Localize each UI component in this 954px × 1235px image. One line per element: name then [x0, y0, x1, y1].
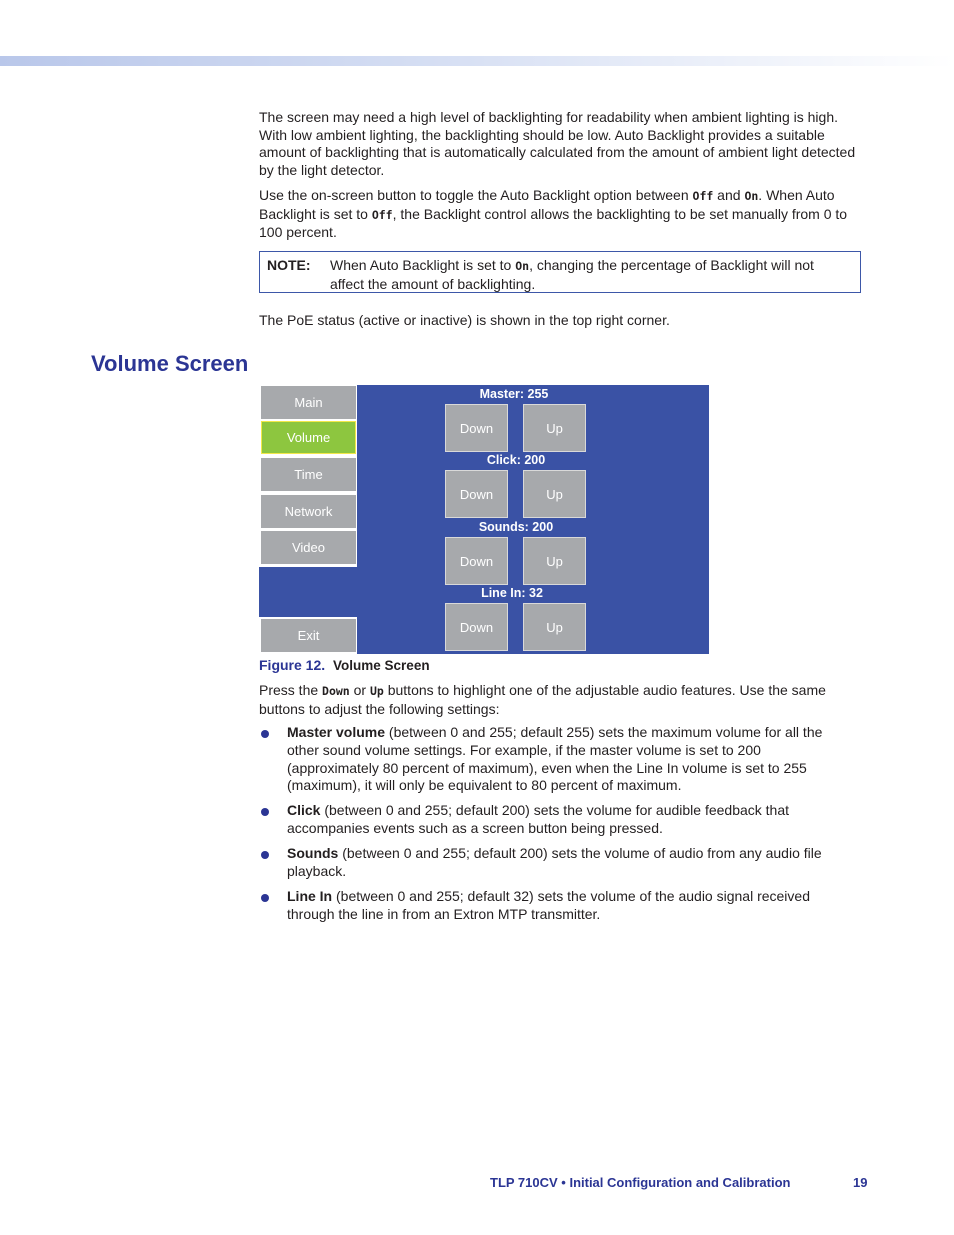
- bullet-dot-icon: [261, 894, 269, 902]
- code-off: Off: [371, 207, 393, 222]
- nav-button-time[interactable]: Time: [261, 458, 356, 491]
- bullet-dot-icon: [261, 851, 269, 859]
- line-in-label: Line In: 32: [481, 586, 543, 600]
- line-in-up-button[interactable]: Up: [523, 603, 586, 651]
- intro-paragraph-2: Use the on-screen button to toggle the Auto Backlight option between Off and On. When Auto Backlight is set to Off, the Backlight control allows the backlighting to be set manually from 0 to 100 percent.: [259, 187, 848, 241]
- note-label: NOTE:: [267, 257, 311, 273]
- click-down-button[interactable]: Down: [445, 470, 508, 518]
- master-down-button[interactable]: Down: [445, 404, 508, 452]
- master-label: Master: 255: [479, 387, 549, 401]
- code-down: Down: [322, 684, 350, 698]
- code-off: Off: [692, 189, 714, 203]
- page-number: 19: [853, 1175, 868, 1190]
- figure-number: Figure 12.: [259, 657, 326, 673]
- press-paragraph: Press the Down or Up buttons to highlight one of the adjustable audio features. Use the same buttons to adjust the following settings:: [259, 682, 826, 717]
- note-box: [259, 251, 861, 293]
- nav-button-volume[interactable]: Volume: [261, 421, 356, 454]
- footer-title: TLP 710CV • Initial Configuration and Calibration: [490, 1175, 791, 1190]
- volume-screen-figure: [259, 385, 709, 654]
- sounds-up-button[interactable]: Up: [523, 537, 586, 585]
- sounds-label: Sounds: 200: [478, 520, 554, 534]
- sounds-down-button[interactable]: Down: [445, 537, 508, 585]
- header-gradient-bar: [0, 56, 954, 66]
- poe-paragraph: The PoE status (active or inactive) is shown in the top right corner.: [259, 312, 670, 328]
- bullet-dot-icon: [261, 730, 269, 738]
- note-text: When Auto Backlight is set to On, changing the percentage of Backlight will not affect the amount of backlighting.: [330, 257, 814, 292]
- nav-button-video[interactable]: Video: [261, 531, 356, 564]
- figure-title: Volume Screen: [333, 658, 430, 673]
- click-up-button[interactable]: Up: [523, 470, 586, 518]
- intro-paragraph-1: The screen may need a high level of backlighting for readability when ambient lighting is high. With low ambient lighting, the backlighting should be low. Auto Backlight provides a suitable amount of backlighting that is automatically calculated from the amount of ambient light detected by the light detector.: [259, 109, 856, 178]
- nav-button-main[interactable]: Main: [261, 386, 356, 419]
- nav-button-network[interactable]: Network: [261, 495, 356, 528]
- code-up: Up: [369, 684, 384, 698]
- master-up-button[interactable]: Up: [523, 404, 586, 452]
- figure-caption: [259, 657, 430, 673]
- code-on: On: [744, 189, 759, 203]
- code-on: On: [515, 259, 530, 273]
- line-in-down-button[interactable]: Down: [445, 603, 508, 651]
- bullet-dot-icon: [261, 808, 269, 816]
- exit-button[interactable]: Exit: [261, 619, 356, 652]
- click-label: Click: 200: [486, 453, 546, 467]
- section-heading: Volume Screen: [91, 351, 249, 376]
